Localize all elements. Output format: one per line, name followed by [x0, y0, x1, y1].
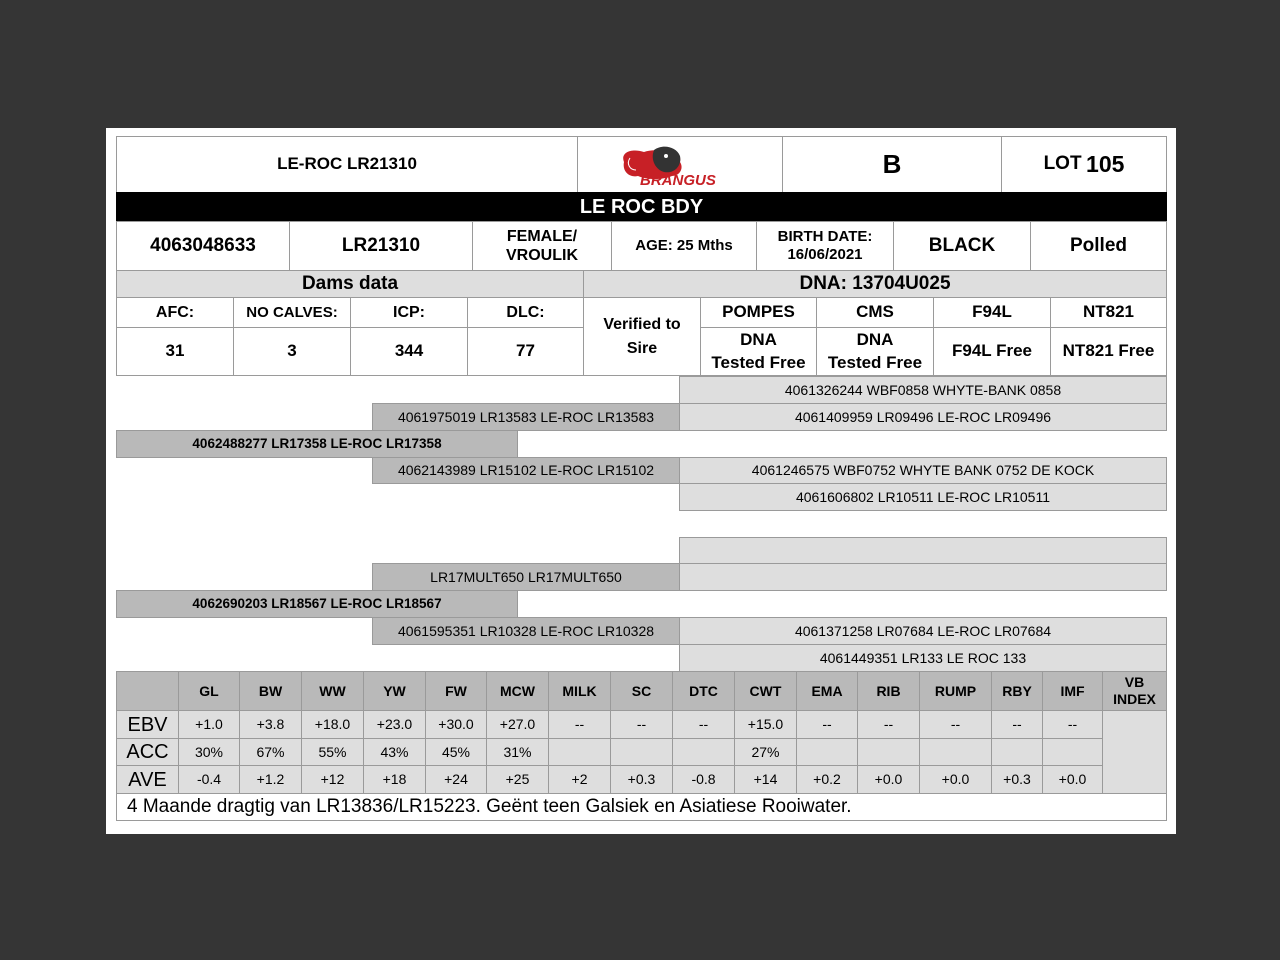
brangus-logo — [577, 136, 783, 193]
verified-line1: Verified to — [603, 316, 681, 334]
footer-note: 4 Maande dragtig van LR13836/LR15223. Geënt teen Galsiek en Asiatiese Rooiwater. — [116, 793, 1167, 821]
horn-status: Polled — [1030, 221, 1167, 271]
sex — [472, 221, 612, 271]
ebv-value-acc-dtc — [672, 738, 735, 766]
pedigree-dam-sire-sire — [679, 537, 1167, 564]
ebv-header-corner — [116, 671, 179, 711]
ebv-value-ave-rump: +0.0 — [919, 765, 992, 794]
pedigree-dam-dam-dam: 4061449351 LR133 LE ROC 133 — [679, 644, 1167, 672]
ebv-header-dtc: DTC — [672, 671, 735, 711]
pedigree-dam-sire: LR17MULT650 LR17MULT650 — [372, 563, 680, 591]
dna-test-nt821-result: NT821 Free — [1050, 327, 1167, 376]
animal-name: LE-ROC LR21310 — [116, 136, 578, 193]
ebv-header-cwt: CWT — [734, 671, 797, 711]
sex-afrikaans: VROULIK — [506, 247, 578, 264]
dams-header-icp: ICP: — [350, 297, 468, 328]
dna-test-cms-name: CMS — [816, 297, 934, 328]
ebv-value-acc-ww: 55% — [301, 738, 364, 766]
pedigree-dam: 4062690203 LR18567 LE-ROC LR18567 — [116, 590, 518, 618]
ebv-value-ebv-ww: +18.0 — [301, 710, 364, 739]
dna-test-f94l-name: F94L — [933, 297, 1051, 328]
sex-english: FEMALE/ — [506, 227, 578, 245]
ebv-value-acc-cwt: 27% — [734, 738, 797, 766]
ebv-value-acc-ema — [796, 738, 858, 766]
ebv-header-rump: RUMP — [919, 671, 992, 711]
ebv-header-milk: MILK — [548, 671, 611, 711]
ebv-value-ebv-gl: +1.0 — [178, 710, 240, 739]
ebv-value-ave-rib: +0.0 — [857, 765, 920, 794]
ebv-value-ebv-bw: +3.8 — [239, 710, 302, 739]
pedigree-dam-dam: 4061595351 LR10328 LE-ROC LR10328 — [372, 617, 680, 645]
ebv-value-ave-fw: +24 — [425, 765, 487, 794]
herd-id: LR21310 — [289, 221, 473, 271]
ebv-header-yw: YW — [363, 671, 426, 711]
dams-header-no-calves: NO CALVES: — [233, 297, 351, 328]
ebv-header-mcw: MCW — [486, 671, 549, 711]
ebv-value-ave-ww: +12 — [301, 765, 364, 794]
dna-test-pompes-name: POMPES — [700, 297, 817, 328]
ebv-value-ebv-milk: -- — [548, 710, 611, 739]
ebv-header-rib: RIB — [857, 671, 920, 711]
pedigree-sire-sire-sire: 4061326244 WBF0858 WHYTE-BANK 0858 — [679, 376, 1167, 404]
vb-index-vb-line1: VB — [1124, 674, 1145, 691]
ebv-value-ebv-fw: +30.0 — [425, 710, 487, 739]
dna-test-f94l-result: F94L Free — [933, 327, 1051, 376]
lot-value: 105 — [1086, 150, 1125, 177]
ebv-value-acc-mcw: 31% — [486, 738, 549, 766]
ebv-header-vb-index — [1102, 671, 1167, 711]
ebv-value-ave-sc: +0.3 — [610, 765, 673, 794]
dna-test-cms-result — [816, 327, 934, 376]
dams-value-afc: 31 — [116, 327, 234, 376]
dams-header-afc: AFC: — [116, 297, 234, 328]
ebv-value-acc-bw: 67% — [239, 738, 302, 766]
cms-result-line2: Tested Free — [827, 353, 923, 372]
dams-value-no-calves: 3 — [233, 327, 351, 376]
ebv-header-gl: GL — [178, 671, 240, 711]
pedigree-sire-dam-sire: 4061246575 WBF0752 WHYTE BANK 0752 DE KOCK — [679, 457, 1167, 484]
ebv-value-acc-yw: 43% — [363, 738, 426, 766]
ebv-value-acc-sc — [610, 738, 673, 766]
ebv-value-ave-ema: +0.2 — [796, 765, 858, 794]
cms-result-line1: DNA — [856, 329, 894, 349]
pedigree-sire: 4062488277 LR17358 LE-ROC LR17358 — [116, 430, 518, 458]
pedigree-sire-sire-dam: 4061409959 LR09496 LE-ROC LR09496 — [679, 403, 1167, 431]
age: AGE: 25 Mths — [611, 221, 757, 271]
registration-number: 4063048633 — [116, 221, 290, 271]
ebv-value-acc-imf — [1042, 738, 1103, 766]
dams-value-dlc: 77 — [467, 327, 584, 376]
bull-logo-icon — [610, 142, 750, 188]
ebv-header-ema: EMA — [796, 671, 858, 711]
dna-heading: DNA: 13704U025 — [583, 270, 1167, 298]
ebv-value-ave-milk: +2 — [548, 765, 611, 794]
animal-title-bar: LE ROC BDY — [116, 192, 1167, 222]
lot-card — [106, 128, 1176, 834]
ebv-header-bw: BW — [239, 671, 302, 711]
ebv-value-acc-rump — [919, 738, 992, 766]
pompes-result-line2: Tested Free — [711, 353, 806, 372]
vb-index-vb-line2: INDEX — [1113, 691, 1156, 707]
ebv-value-ebv-rump: -- — [919, 710, 992, 739]
logo-wordmark: BRANGUS — [640, 171, 716, 188]
grade-badge: B — [782, 136, 1002, 193]
pompes-result-line1: DNA — [740, 329, 777, 349]
ebv-value-ebv-imf: -- — [1042, 710, 1103, 739]
coat-color: BLACK — [893, 221, 1031, 271]
verified-line2: Sire — [626, 339, 658, 357]
dams-data-heading: Dams data — [116, 270, 584, 298]
ebv-value-ave-yw: +18 — [363, 765, 426, 794]
ebv-value-ave-gl: -0.4 — [178, 765, 240, 794]
pedigree-sire-dam: 4062143989 LR15102 LE-ROC LR15102 — [372, 457, 680, 484]
ebv-header-imf: IMF — [1042, 671, 1103, 711]
dams-header-dlc: DLC: — [467, 297, 584, 328]
ebv-value-ave-bw: +1.2 — [239, 765, 302, 794]
ebv-value-ebv-ema: -- — [796, 710, 858, 739]
dna-test-pompes-result — [700, 327, 817, 376]
pedigree-sire-sire: 4061975019 LR13583 LE-ROC LR13583 — [372, 403, 680, 431]
ebv-value-acc-rib — [857, 738, 920, 766]
lot-label: LOT — [1043, 153, 1082, 175]
pedigree-dam-dam-sire: 4061371258 LR07684 LE-ROC LR07684 — [679, 617, 1167, 645]
ebv-value-acc-milk — [548, 738, 611, 766]
ebv-header-rby: RBY — [991, 671, 1043, 711]
ebv-value-acc-gl: 30% — [178, 738, 240, 766]
birth-date-value: 16/06/2021 — [787, 246, 863, 263]
verified-to-sire — [583, 297, 701, 376]
birth-date — [756, 221, 894, 271]
dna-test-nt821-name: NT821 — [1050, 297, 1167, 328]
ebv-value-ave-cwt: +14 — [734, 765, 797, 794]
ebv-value-acc-rby — [991, 738, 1043, 766]
dams-value-icp: 344 — [350, 327, 468, 376]
ebv-value-ave-rby: +0.3 — [991, 765, 1043, 794]
ebv-row-label-ebv: EBV — [116, 710, 179, 739]
ebv-vb-index-value — [1102, 710, 1167, 794]
pedigree-dam-sire-dam — [679, 563, 1167, 591]
ebv-header-sc: SC — [610, 671, 673, 711]
ebv-value-ave-dtc: -0.8 — [672, 765, 735, 794]
ebv-row-label-ave: AVE — [116, 765, 179, 794]
ebv-value-ebv-rib: -- — [857, 710, 920, 739]
ebv-value-ave-imf: +0.0 — [1042, 765, 1103, 794]
ebv-value-ave-mcw: +25 — [486, 765, 549, 794]
birth-date-label: BIRTH DATE: — [777, 228, 873, 245]
ebv-value-ebv-mcw: +27.0 — [486, 710, 549, 739]
ebv-value-acc-fw: 45% — [425, 738, 487, 766]
ebv-header-ww: WW — [301, 671, 364, 711]
lot-number — [1001, 136, 1167, 193]
ebv-header-fw: FW — [425, 671, 487, 711]
ebv-value-ebv-sc: -- — [610, 710, 673, 739]
ebv-value-ebv-cwt: +15.0 — [734, 710, 797, 739]
ebv-value-ebv-rby: -- — [991, 710, 1043, 739]
ebv-row-label-acc: ACC — [116, 738, 179, 766]
ebv-value-ebv-yw: +23.0 — [363, 710, 426, 739]
ebv-value-ebv-dtc: -- — [672, 710, 735, 739]
pedigree-sire-dam-dam: 4061606802 LR10511 LE-ROC LR10511 — [679, 483, 1167, 511]
